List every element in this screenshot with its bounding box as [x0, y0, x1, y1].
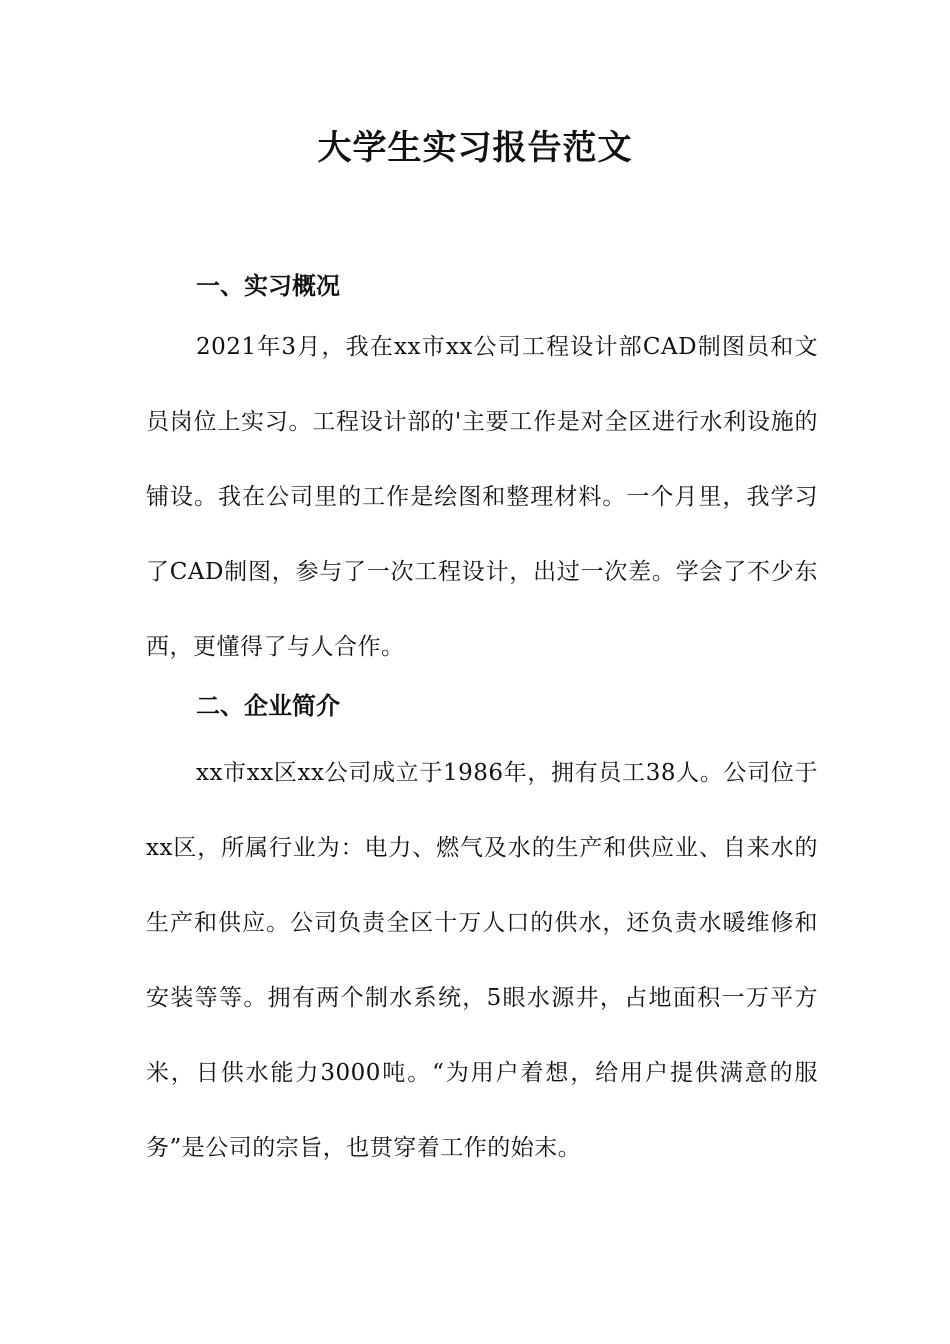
- section-paragraph-company: xx市xx区xx公司成立于1986年，拥有员工38人。公司位于xx区，所属行业为：电力、燃气及水的生产和供应业、自来水的生产和供应。公司负责全区十万人口的供水，还负责水暖维修和安装等等。拥有两个制水系统，5眼水源井，占地面积一万平方米，日供水能力3000吨。“为用户着想，给用户提供满意的服务”是公司的宗旨，也贯穿着工作的始末。: [146, 760, 818, 1161]
- section-heading-overview: 一、实习概况: [196, 272, 340, 300]
- document-title: 大学生实习报告范文: [317, 128, 633, 168]
- section-heading-company: 二、企业简介: [196, 692, 340, 720]
- section-paragraph-overview: 2021年3月，我在xx市xx公司工程设计部CAD制图员和文员岗位上实习。工程设计部的'主要工作是对全区进行水利设施的铺设。我在公司里的工作是绘图和整理材料。一个月里，我学习了CAD制图，参与了一次工程设计，出过一次差。学会了不少东西，更懂得了与人合作。: [146, 334, 818, 660]
